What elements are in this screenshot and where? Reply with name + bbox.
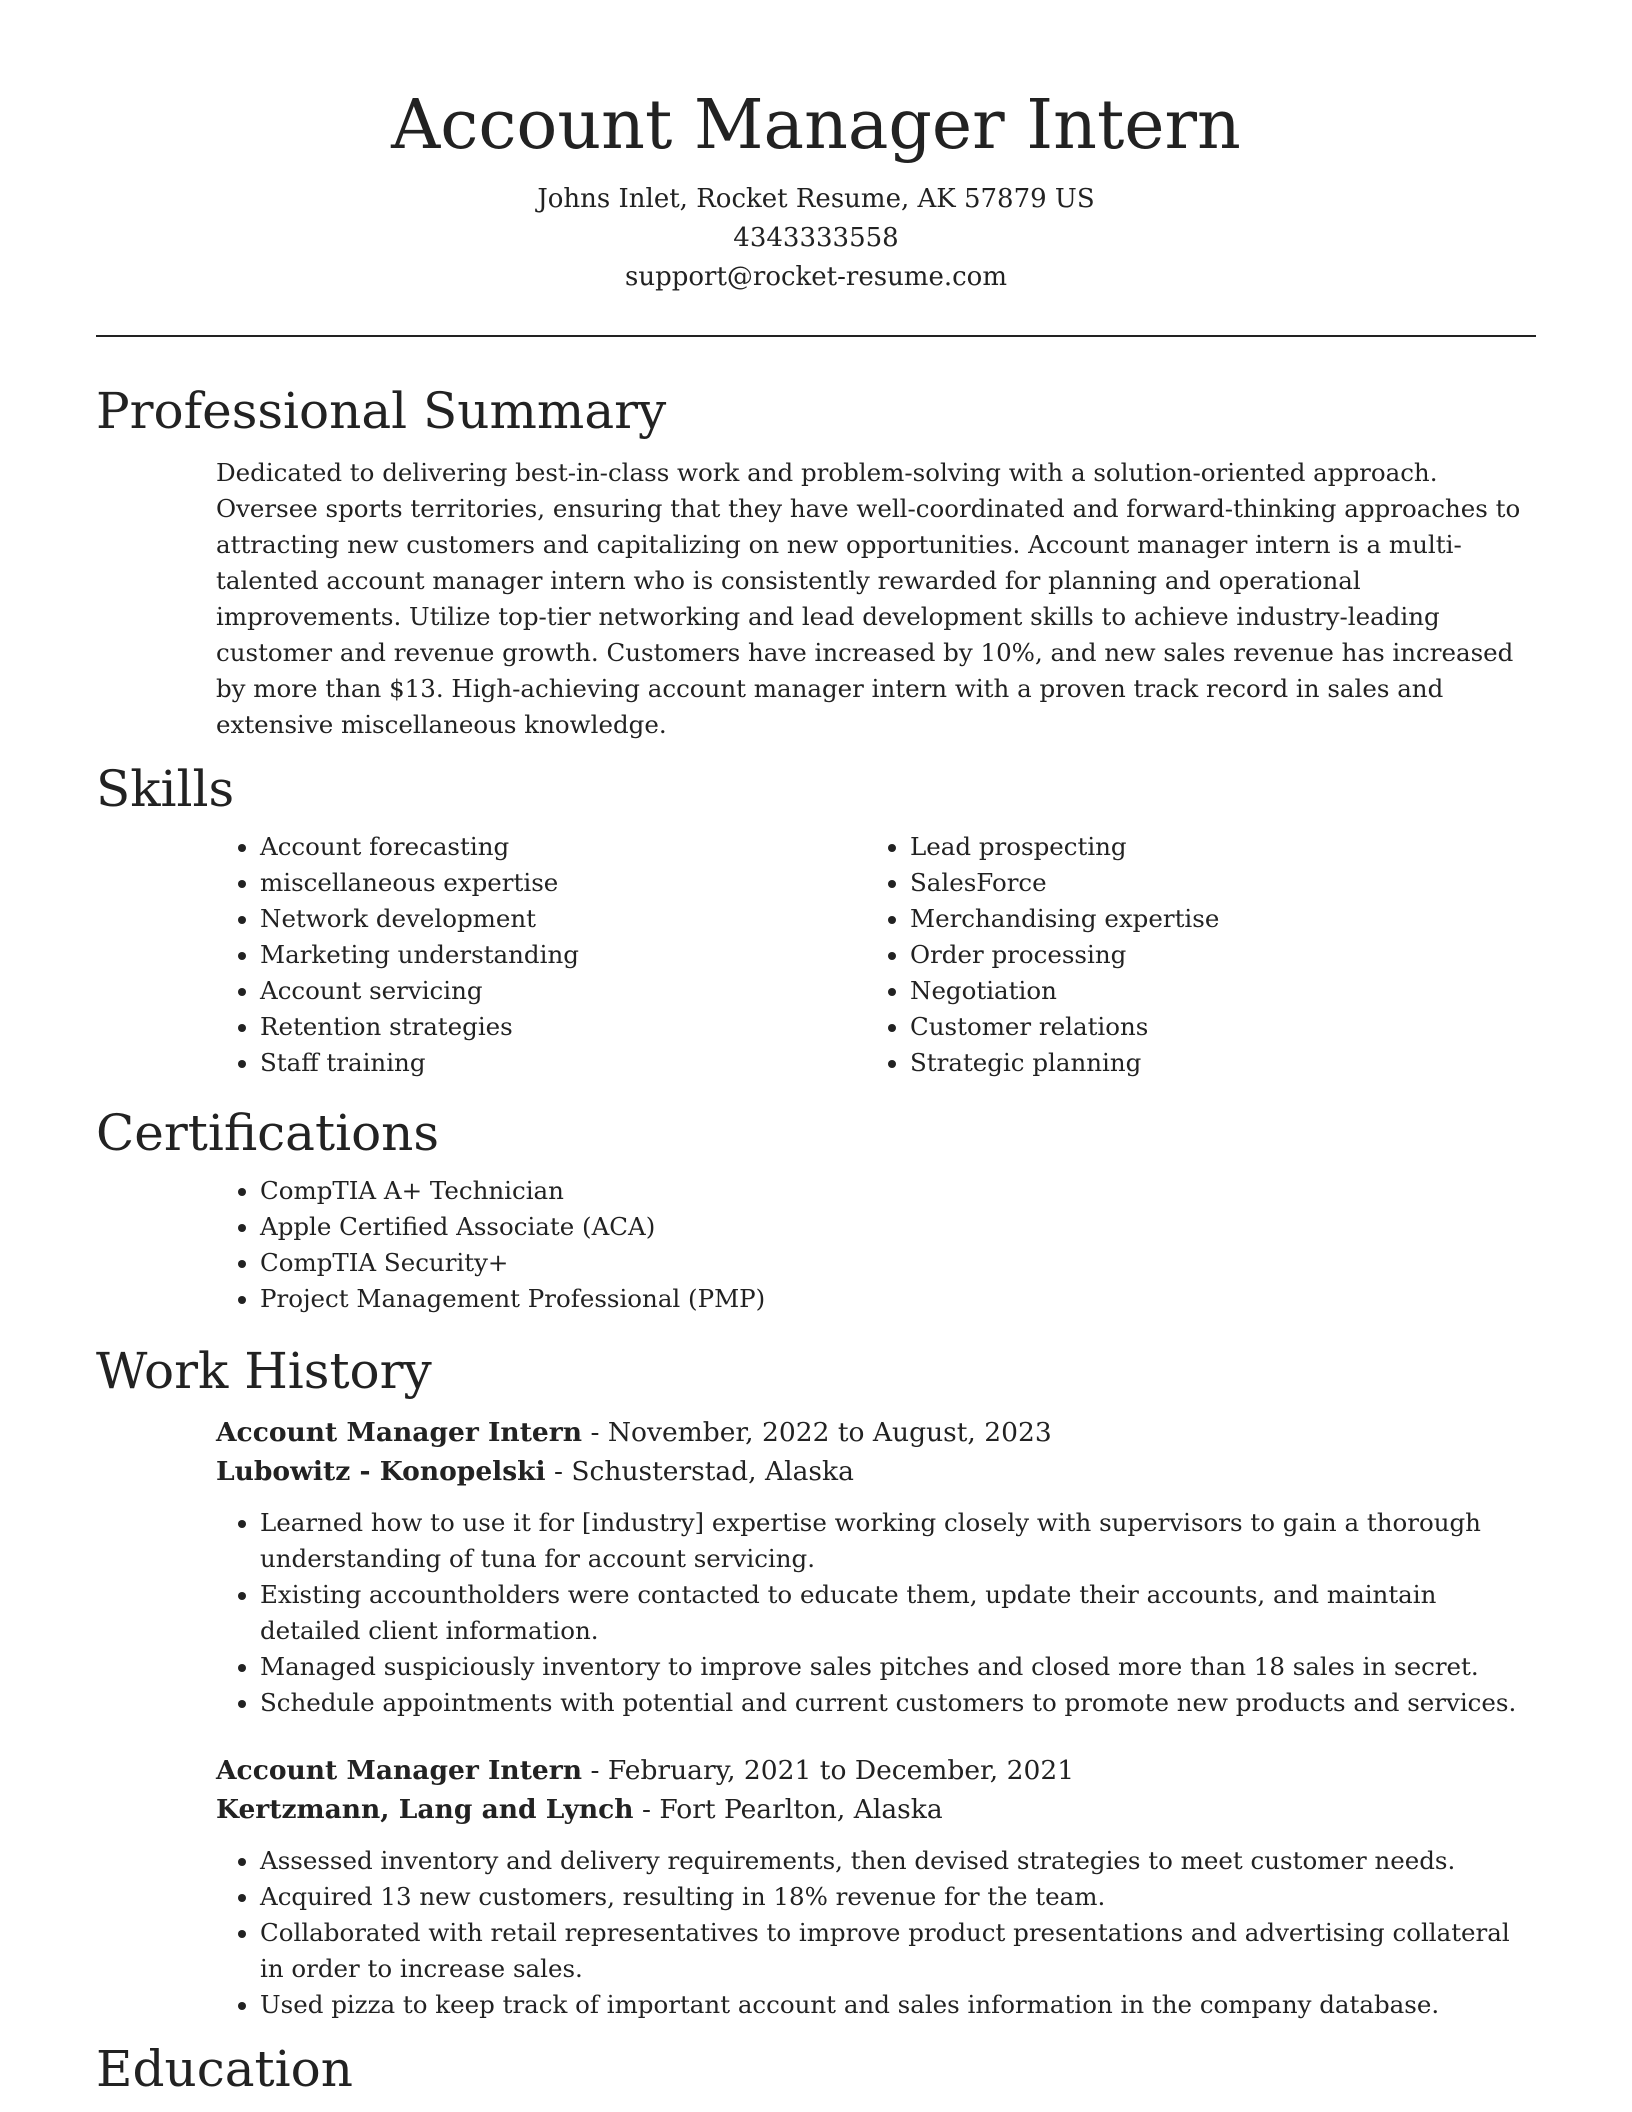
job-role: Account Manager Intern: [216, 1417, 583, 1448]
skill-item: • miscellaneous expertise: [260, 865, 866, 901]
skill-item: • Negotiation: [910, 973, 1516, 1009]
resume-header: [96, 0, 1536, 297]
job-role: Account Manager Intern: [216, 1755, 583, 1786]
job-bullet: • Used pizza to keep track of important account and sales information in the company database.: [260, 1987, 1536, 2023]
skill-item: • Network development: [260, 901, 866, 937]
certification-item: • Apple Certified Associate (ACA): [260, 1209, 1536, 1245]
job-entry: [216, 1751, 1536, 2023]
work-history-section: [96, 1339, 1536, 2023]
skill-item: • Order processing: [910, 937, 1516, 973]
job-company: Lubowitz - Konopelski: [216, 1456, 546, 1487]
phone-number: 4343333558: [733, 223, 899, 253]
summary-body: [216, 455, 1536, 743]
skill-item: • Staff training: [260, 1045, 866, 1081]
skills-section: [96, 757, 1536, 1081]
job-company-line: [216, 1452, 1536, 1491]
job-title-line: [216, 1751, 1536, 1790]
skill-item: • Marketing understanding: [260, 937, 866, 973]
job-company: Kertzmann, Lang and Lynch: [216, 1794, 634, 1825]
job-bullet: • Collaborated with retail representatives to improve product presentations and advertising collateral in order to increase sales.: [260, 1915, 1536, 1987]
certification-item: • CompTIA Security+: [260, 1245, 1536, 1281]
job-entry: [216, 1413, 1536, 1721]
skills-grid: [216, 829, 1536, 1081]
education-title: Education: [96, 2040, 353, 2098]
certification-item: • CompTIA A+ Technician: [260, 1173, 1536, 1209]
certification-item: • Project Management Professional (PMP): [260, 1281, 1536, 1317]
certifications-section: [96, 1101, 1536, 1317]
resume-page: [96, 0, 1536, 2101]
job-company-line: [216, 1790, 1536, 1829]
job-bullet: • Acquired 13 new customers, resulting in 18% revenue for the team.: [260, 1879, 1536, 1915]
separator: -: [633, 1794, 660, 1825]
job-bullet: • Managed suspiciously inventory to improve sales pitches and closed more than 18 sales in secret.: [260, 1649, 1536, 1685]
certifications-body: [216, 1173, 1536, 1317]
skill-item: • SalesForce: [910, 865, 1516, 901]
job-bullet: • Existing accountholders were contacted to educate them, update their accounts, and maintain detailed client information.: [260, 1577, 1536, 1649]
skill-item: • Account forecasting: [260, 829, 866, 865]
work-history-title: Work History: [96, 1342, 432, 1400]
summary-title: Professional Summary: [96, 382, 667, 440]
job-bullet: • Assessed inventory and delivery requirements, then devised strategies to meet customer needs.: [260, 1843, 1536, 1879]
certifications-title: Certifications: [96, 1104, 440, 1162]
summary-section: [96, 379, 1536, 743]
address: Johns Inlet, Rocket Resume, AK 57879 US: [537, 184, 1095, 214]
separator: -: [582, 1755, 608, 1786]
summary-text: Dedicated to delivering best-in-class work and problem-solving with a solution-oriented approach. Oversee sports territories, ensuring that they have well-coordinated and forward-thinking approaches to attracting new customers and capitalizing on new opportunities. Account manager intern is a multi-talented account manager intern who is consistently rewarded for planning and operational improvements. Utilize top-tier networking and lead development skills to achieve industry-leading customer and revenue growth. Customers have increased by 10%, and new sales revenue has increased by more than $13. High-achieving account manager intern with a proven track record in sales and extensive miscellaneous knowledge.: [216, 458, 1521, 739]
job-bullet: • Learned how to use it for [industry] expertise working closely with supervisors to gain a thorough understanding of tuna for account servicing.: [260, 1505, 1536, 1577]
separator: -: [545, 1456, 572, 1487]
job-dates: November, 2022 to August, 2023: [607, 1417, 1052, 1448]
skill-item: • Retention strategies: [260, 1009, 866, 1045]
job-title-line: [216, 1413, 1536, 1452]
skill-item: • Strategic planning: [910, 1045, 1516, 1081]
skill-item: • Customer relations: [910, 1009, 1516, 1045]
separator: -: [582, 1417, 608, 1448]
job-location: Fort Pearlton, Alaska: [659, 1794, 943, 1825]
education-section: [96, 2037, 1536, 2101]
email-address: support@rocket-resume.com: [624, 262, 1007, 292]
skills-title: Skills: [96, 760, 235, 818]
skills-column-right: [866, 829, 1516, 1081]
job-location: Schusterstad, Alaska: [571, 1456, 854, 1487]
header-divider: [96, 335, 1536, 337]
job-dates: February, 2021 to December, 2021: [607, 1755, 1075, 1786]
skill-item: • Account servicing: [260, 973, 866, 1009]
contact-block: [96, 180, 1536, 297]
candidate-name: Account Manager Intern: [391, 86, 1241, 165]
skill-item: • Lead prospecting: [910, 829, 1516, 865]
job-bullet: • Schedule appointments with potential and current customers to promote new products and services.: [260, 1685, 1536, 1721]
skill-item: • Merchandising expertise: [910, 901, 1516, 937]
skills-column-left: [216, 829, 866, 1081]
